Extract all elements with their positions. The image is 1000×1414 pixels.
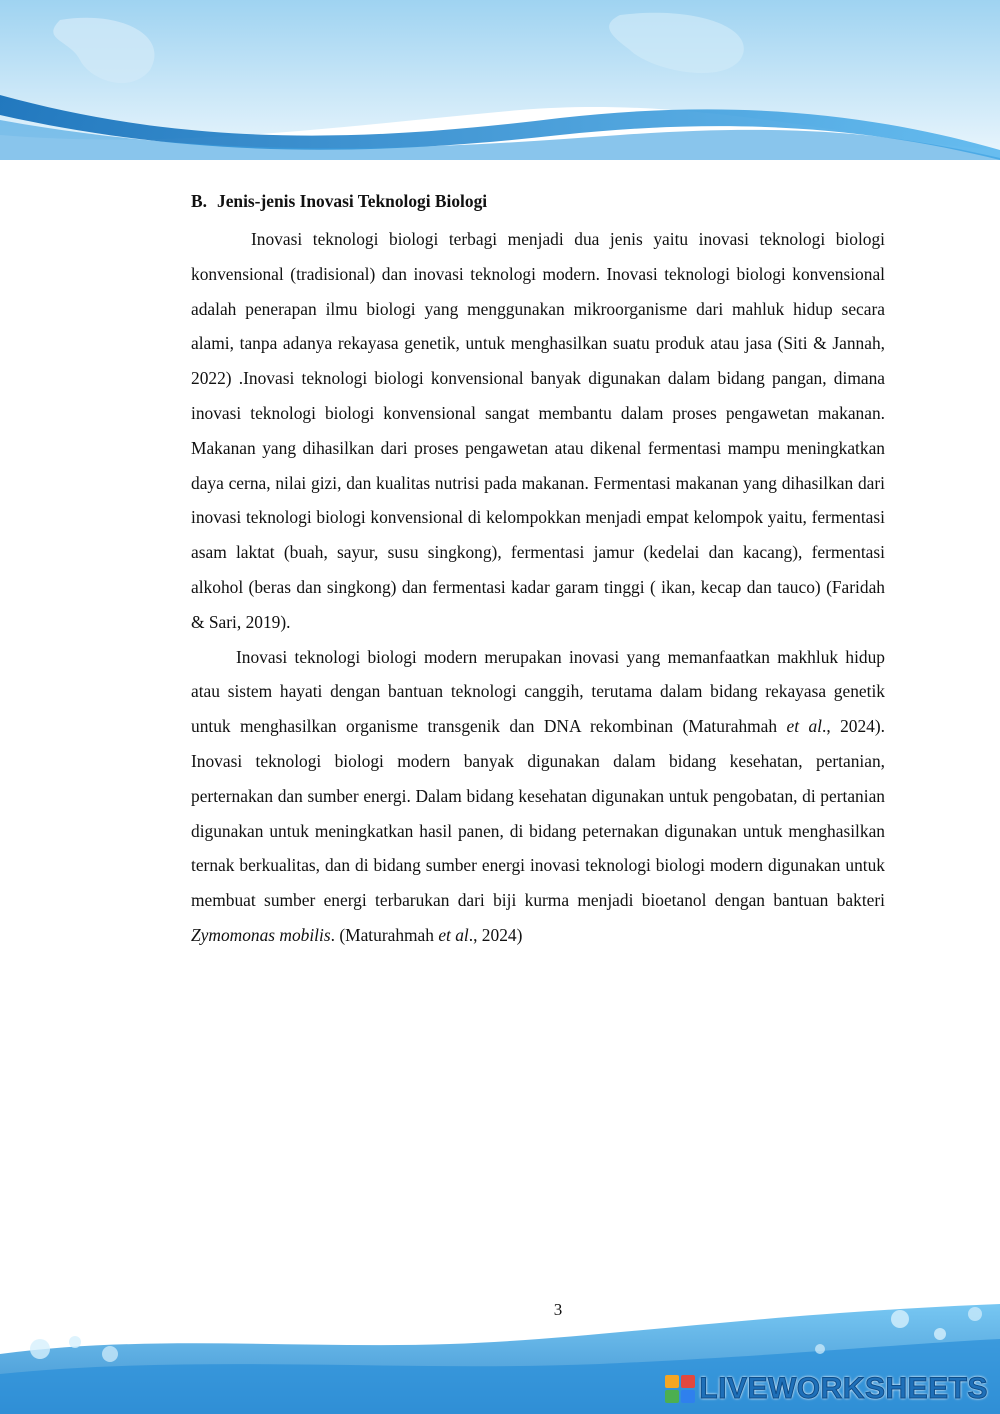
paragraph-modern-text-1: Inovasi teknologi biologi modern merupakan inovasi yang memanfaatkan makhluk hidup atau sistem hayati dengan bantuan teknologi canggih, terutama dalam bidang rekayasa genetik untuk menghasilkan organisme transgenik dan DNA rekombinan (Maturahmah bbox=[191, 646, 885, 737]
paragraph-modern-text-2: ., 2024). Inovasi teknologi biologi modern banyak digunakan dalam bidang kesehatan, pertanian, perternakan dan sumber energi. Dalam bidang kesehatan digunakan untuk pengobatan, di pertanian digunakan untuk meningkatkan hasil panen, di bidang peternakan digunakan untuk menghasilkan ternak berkualitas, dan di bidang sumber energi inovasi teknologi biologi modern digunakan untuk membuat sumber energi terbarukan dari biji kurma menjadi bioetanol dengan bantuan bakteri bbox=[191, 716, 885, 911]
et-al-italic-2: et al bbox=[438, 924, 469, 945]
liveworksheets-name: LIVEWORKSHEETS bbox=[699, 1372, 988, 1405]
liveworksheets-branding bbox=[665, 1372, 988, 1406]
paragraph-modern-text-3: . (Maturahmah bbox=[330, 924, 439, 945]
document-body bbox=[191, 186, 885, 953]
species-name-italic: Zymomonas mobilis bbox=[191, 924, 331, 945]
page-number: 3 bbox=[553, 1300, 563, 1319]
et-al-italic-1: et al bbox=[786, 716, 822, 737]
paragraph-conventional: Inovasi teknologi biologi terbagi menjadi dua jenis yaitu inovasi teknologi biologi konvensional (tradisional) dan inovasi teknologi modern. Inovasi teknologi biologi konvensional adalah penerapan ilmu biologi yang menggunakan mikroorganisme dari mahluk hidup secara alami, tanpa adanya rekayasa genetik, untuk menghasilkan suatu produk atau jasa (Siti & Jannah, 2022) .Inovasi teknologi biologi konvensional banyak digunakan dalam bidang pangan, dimana inovasi teknologi biologi konvensional sangat membantu dalam proses pengawetan makanan. Makanan yang dihasilkan dari proses pengawetan atau dikenal fermentasi mampu meningkatkan daya cerna, nilai gizi, dan kualitas nutrisi pada makanan. Fermentasi makanan yang dihasilkan dari inovasi teknologi biologi konvensional di kelompokkan menjadi empat kelompok yaitu, fermentasi asam laktat (buah, sayur, susu singkong), fermentasi jamur (kedelai dan kacang), fermentasi alkohol (beras dan singkong) dan fermentasi kadar garam tinggi ( ikan, kecap dan tauco) (Faridah & Sari, 2019). bbox=[191, 229, 885, 632]
section-title: Jenis-jenis Inovasi Teknologi Biologi bbox=[217, 191, 488, 211]
header-wave-decoration bbox=[0, 0, 1000, 160]
liveworksheets-logo-icon bbox=[665, 1375, 695, 1403]
paragraph-modern-text-4: ., 2024) bbox=[468, 924, 523, 945]
section-number: B. bbox=[191, 191, 207, 211]
section-heading bbox=[191, 186, 885, 216]
paragraph-modern bbox=[191, 640, 885, 953]
